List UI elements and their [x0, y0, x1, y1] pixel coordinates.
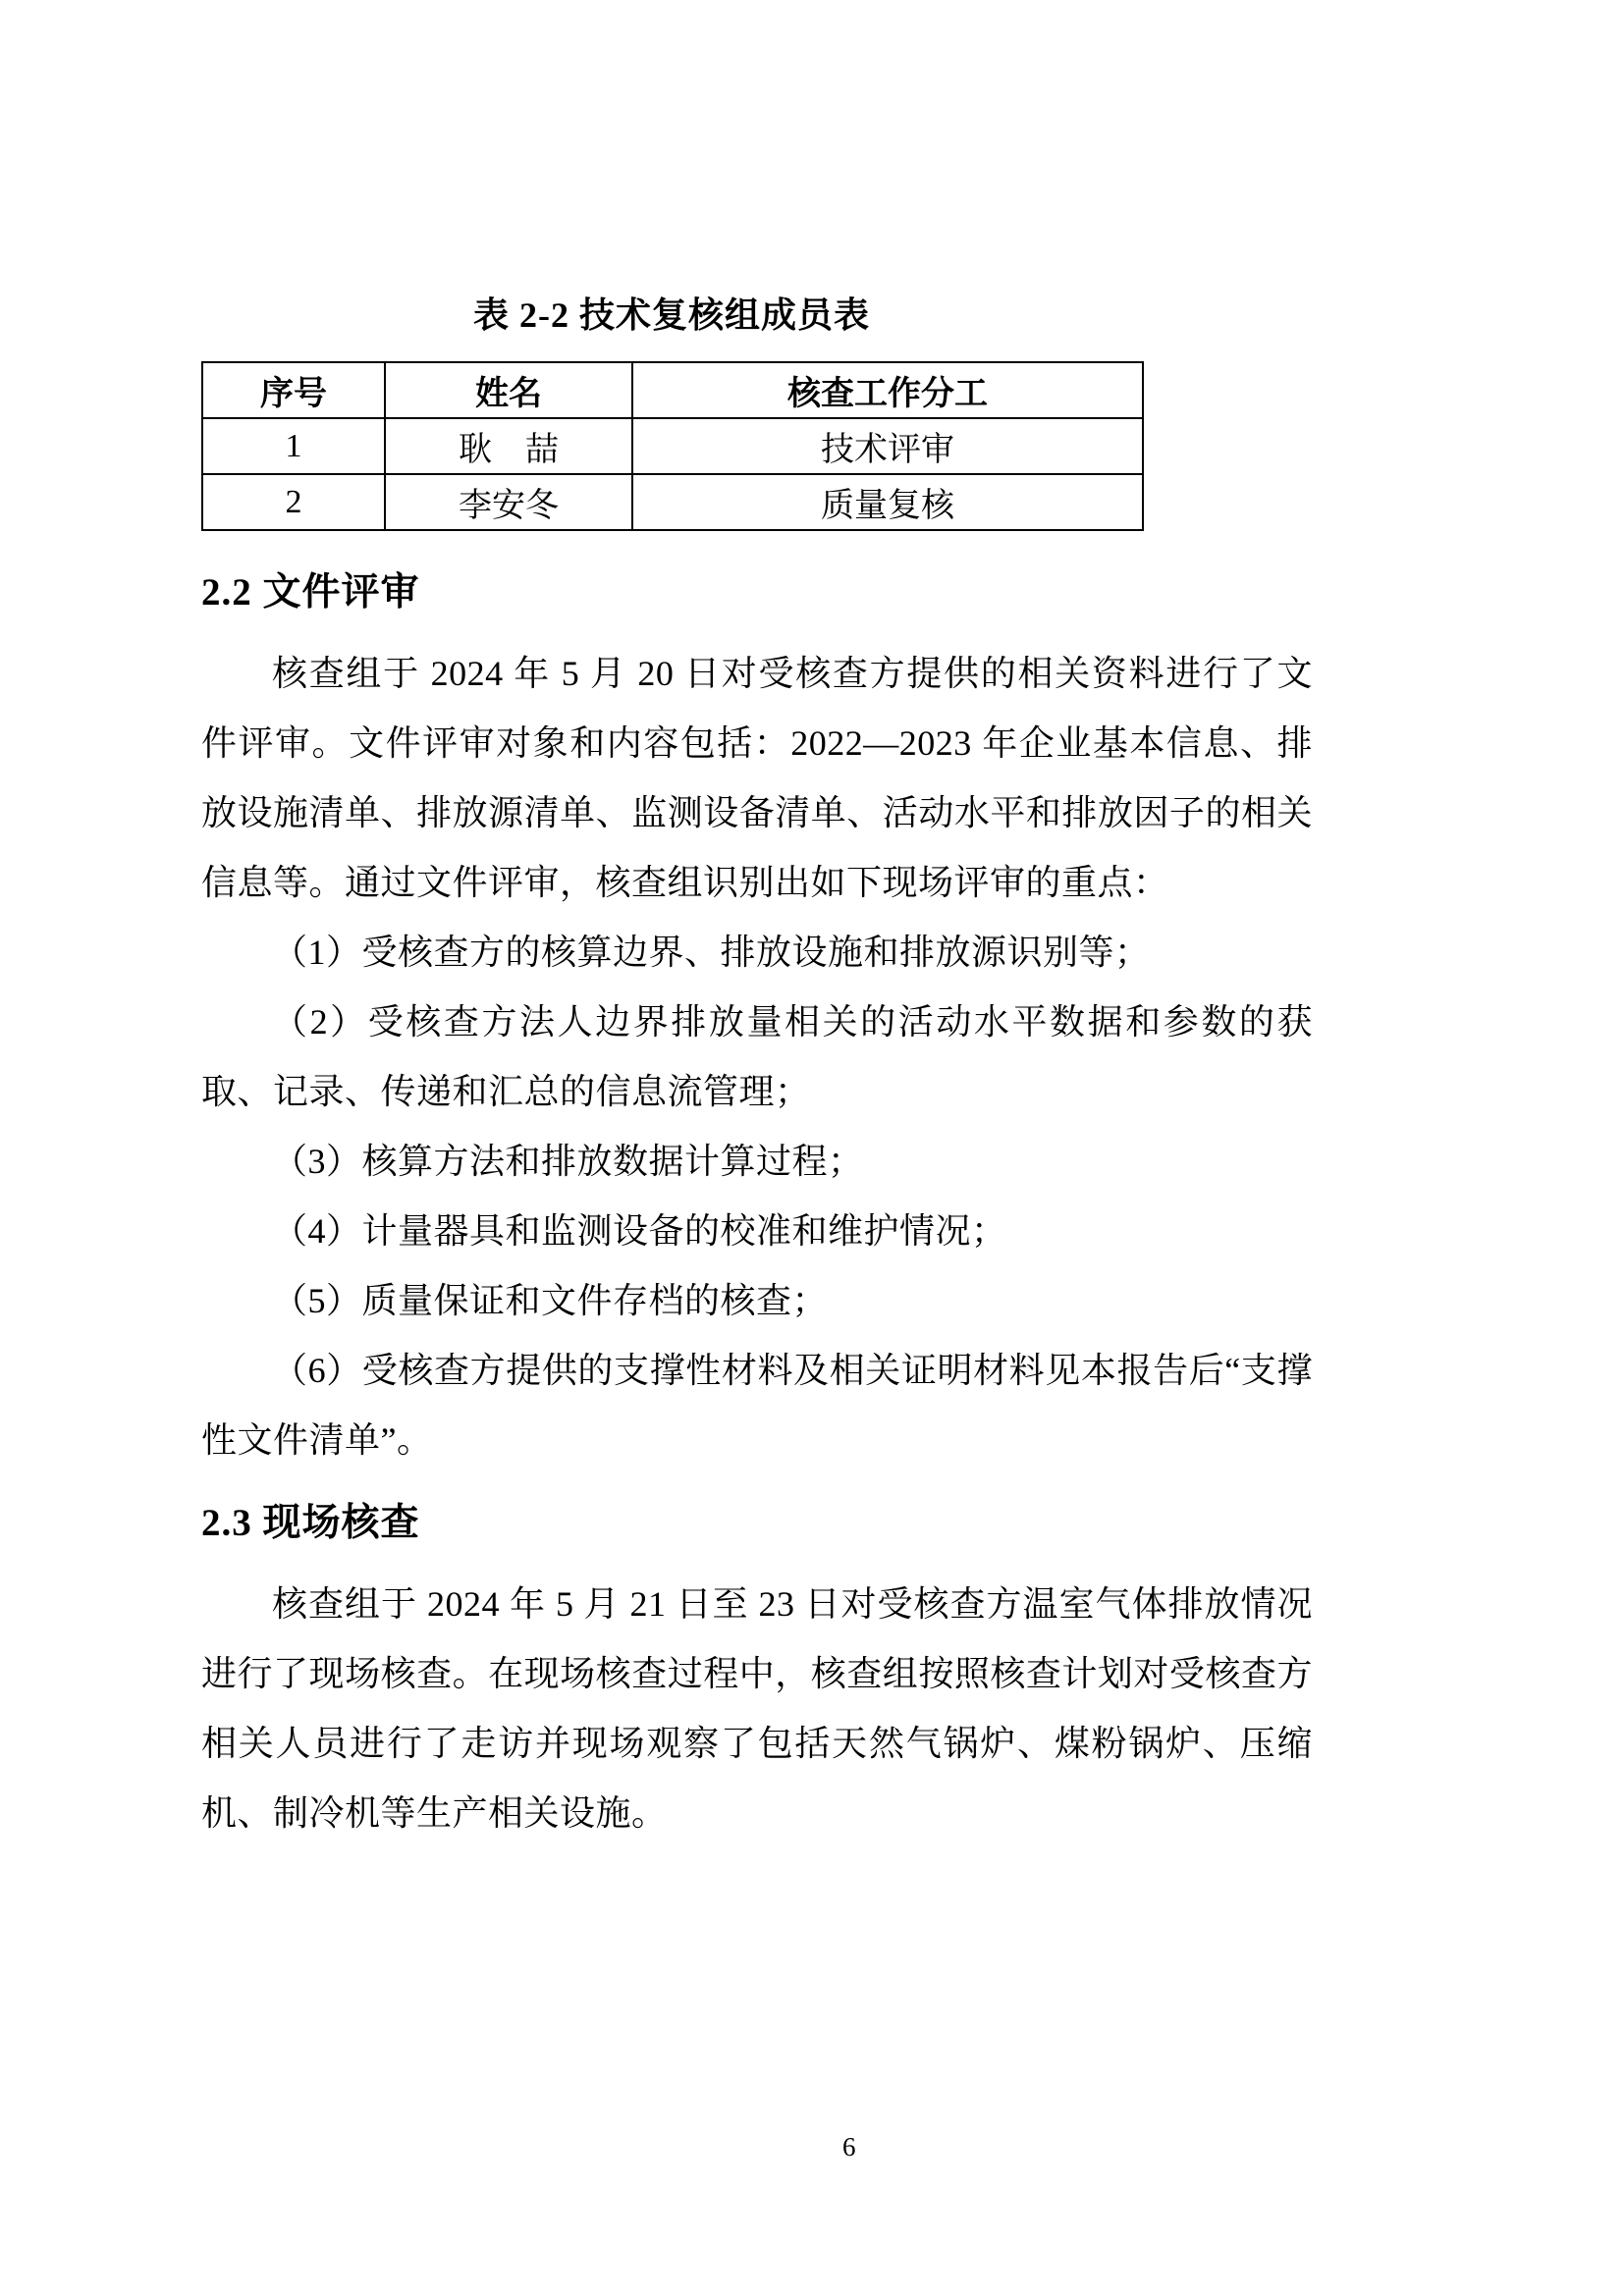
header-cell-duty: 核查工作分工 [632, 362, 1143, 418]
section-2-2-paragraph: 核查组于 2024 年 5 月 20 日对受核查方提供的相关资料进行了文件评审。文件评审对象和内容包括：2022—2023 年企业基本信息、排放设施清单、排放源清单、监测设备清单、活动水平和排放因子的相关信息等。通过文件评审，核查组识别出如下现场评审的重点： [201, 654, 1313, 902]
header-cell-index: 序号 [202, 362, 385, 418]
section-heading-2-2: 2.2 文件评审 [201, 571, 420, 614]
review-focus-item-1: （1）受核查方的核算边界、排放设施和排放源识别等； [272, 933, 1151, 972]
cell-duty: 技术评审 [632, 418, 1143, 474]
cell-name: 耿 喆 [385, 418, 632, 474]
members-table [201, 361, 1144, 531]
table-row [202, 474, 1143, 530]
review-focus-item-3: （3）核算方法和排放数据计算过程； [272, 1142, 864, 1181]
cell-index: 1 [202, 418, 385, 474]
review-focus-item-2: （2）受核查方法人边界排放量相关的活动水平数据和参数的获取、记录、传递和汇总的信息流管理； [201, 1002, 1313, 1111]
page-number: 6 [842, 2132, 856, 2162]
section-2-3-paragraph: 核查组于 2024 年 5 月 21 日至 23 日对受核查方温室气体排放情况进行了现场核查。在现场核查过程中，核查组按照核查计划对受核查方相关人员进行了走访并现场观察了包括天然气锅炉、煤粉锅炉、压缩机、制冷机等生产相关设施。 [201, 1584, 1313, 1833]
review-focus-item-4: （4）计量器具和监测设备的校准和维护情况； [272, 1211, 1007, 1251]
members-table-section [201, 293, 1142, 531]
cell-name: 李安冬 [385, 474, 632, 530]
table-header-row [202, 362, 1143, 418]
review-focus-item-5: （5）质量保证和文件存档的核查； [272, 1281, 829, 1320]
page-content [201, 293, 1313, 1848]
section-heading-2-3: 2.3 现场核查 [201, 1502, 420, 1544]
header-cell-name: 姓名 [385, 362, 632, 418]
cell-index: 2 [202, 474, 385, 530]
table-caption: 表 2-2 技术复核组成员表 [473, 295, 870, 335]
cell-duty: 质量复核 [632, 474, 1143, 530]
review-focus-item-6: （6）受核查方提供的支撑性材料及相关证明材料见本报告后“支撑性文件清单”。 [201, 1351, 1313, 1460]
table-row [202, 418, 1143, 474]
